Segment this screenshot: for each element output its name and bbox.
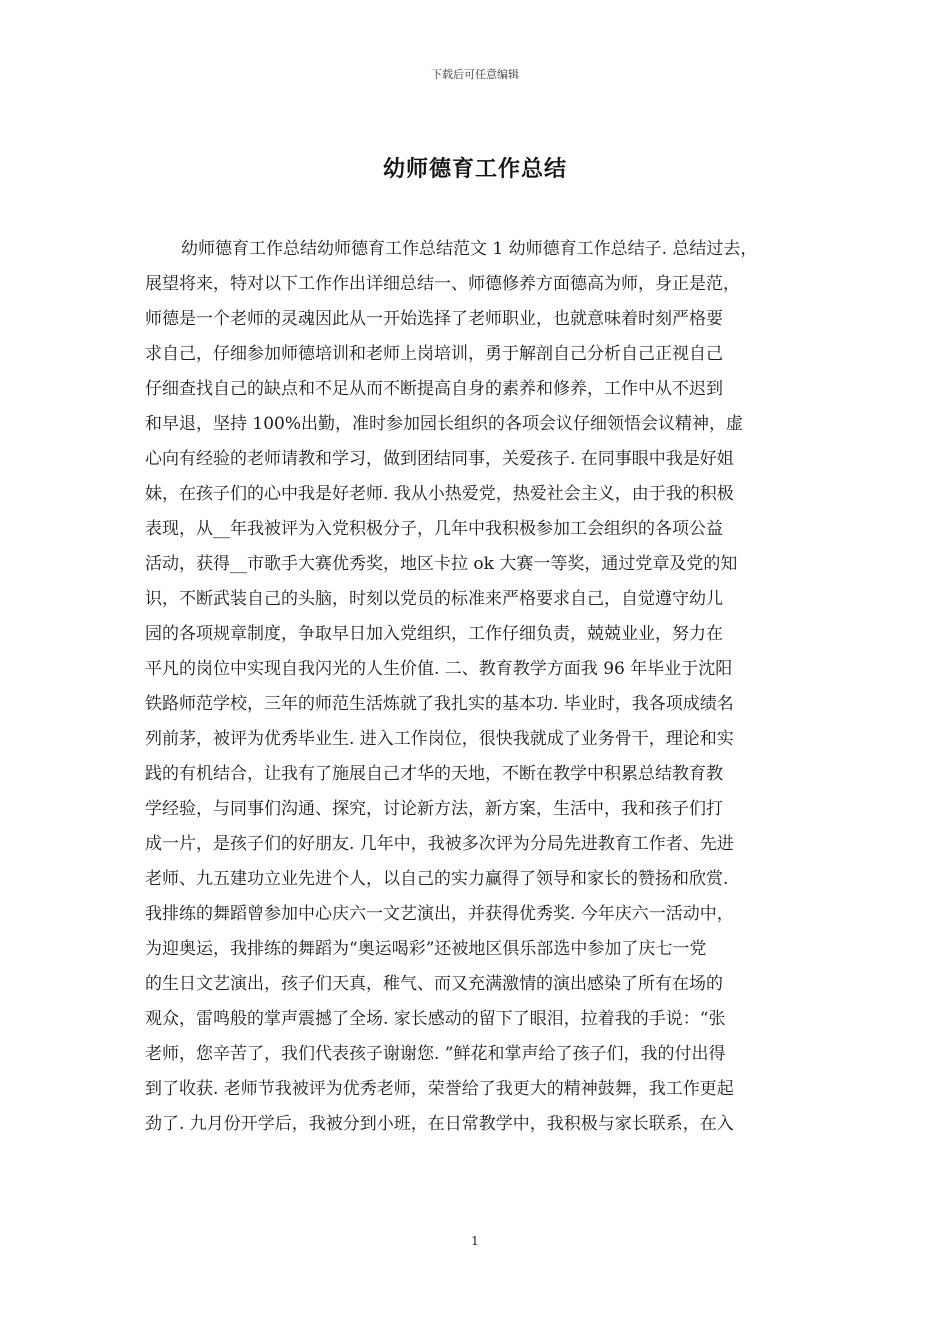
text-line: 活动，获得__市歌手大赛优秀奖，地区卡拉 ok 大赛一等奖，通过党章及党的知 [145,554,738,574]
text-line: 表现，从__年我被评为入党积极分子，几年中我积极参加工会组织的各项公益 [145,519,723,539]
text-line: 和早退，坚持 100%出勤，准时参加园长组织的各项会议仔细领悟会议精神，虚 [145,414,744,434]
text-line: 平凡的岗位中实现自我闪光的人生价值. 二、教育教学方面我 96 年毕业于沈阳 [145,659,733,679]
text-line: 为迎奥运，我排练的舞蹈为“奥运喝彩”还被地区俱乐部选中参加了庆七一党 [145,939,707,959]
text-line: 幼师德育工作总结幼师德育工作总结范文 1 幼师德育工作总结子. 总结过去， [181,239,758,259]
text-line: 求自己，仔细参加师德培训和老师上岗培训，勇于解剖自己分析自己正视自己 [145,344,723,364]
text-line: 展望将来，特对以下工作作出详细总结一、师德修养方面德高为师，身正是范， [145,274,740,294]
text-line: 老师，您辛苦了，我们代表孩子谢谢您. ”鲜花和掌声给了孩子们，我的付出得 [145,1044,726,1064]
text-line: 园的各项规章制度，争取早日加入党组织，工作仔细负责，兢兢业业，努力在 [145,624,723,644]
text-line: 观众，雷鸣般的掌声震撼了全场. 家长感动的留下了眼泪，拉着我的手说：“张 [145,1009,726,1029]
text-line: 到了收获. 老师节我被评为优秀老师，荣誉给了我更大的精神鼓舞，我工作更起 [145,1079,734,1099]
page-number: 1 [471,1234,479,1248]
body-paragraph [145,232,805,1142]
text-line: 仔细查找自己的缺点和不足从而不断提高自身的素养和修养，工作中从不迟到 [145,379,723,399]
text-line: 妹，在孩子们的心中我是好老师. 我从小热爱党，热爱社会主义，由于我的积极 [145,484,734,504]
text-line: 劲了. 九月份开学后，我被分到小班，在日常教学中，我积极与家长联系，在入 [145,1114,734,1134]
text-line: 列前茅，被评为优秀毕业生. 进入工作岗位，很快我就成了业务骨干，理论和实 [145,729,734,749]
text-line: 铁路师范学校，三年的师范生活炼就了我扎实的基本功. 毕业时，我各项成绩名 [145,694,734,714]
text-line: 心向有经验的老师请教和学习，做到团结同事，关爱孩子. 在同事眼中我是好姐 [145,449,734,469]
text-line: 老师、九五建功立业先进个人，以自己的实力赢得了领导和家长的赞扬和欣赏. [145,869,729,889]
page-header-note: 下载后可任意编辑 [431,68,519,81]
document-title: 幼师德育工作总结 [382,156,567,182]
text-line: 师德是一个老师的灵魂因此从一开始选择了老师职业，也就意味着时刻严格要 [145,309,723,329]
text-line: 践的有机结合，让我有了施展自己才华的天地，不断在教学中积累总结教育教 [145,764,723,784]
text-line: 我排练的舞蹈曾参加中心庆六一文艺演出，并获得优秀奖. 今年庆六一活动中， [145,904,734,924]
text-line: 的生日文艺演出，孩子们天真，稚气、而又充满激情的演出感染了所有在场的 [145,974,723,994]
text-line: 识，不断武装自己的头脑，时刻以党员的标准来严格要求自己，自觉遵守幼儿 [145,589,723,609]
text-line: 成一片，是孩子们的好朋友. 几年中，我被多次评为分局先进教育工作者、先进 [145,834,734,854]
text-line: 学经验，与同事们沟通、探究，讨论新方法，新方案，生活中，我和孩子们打 [145,799,723,819]
